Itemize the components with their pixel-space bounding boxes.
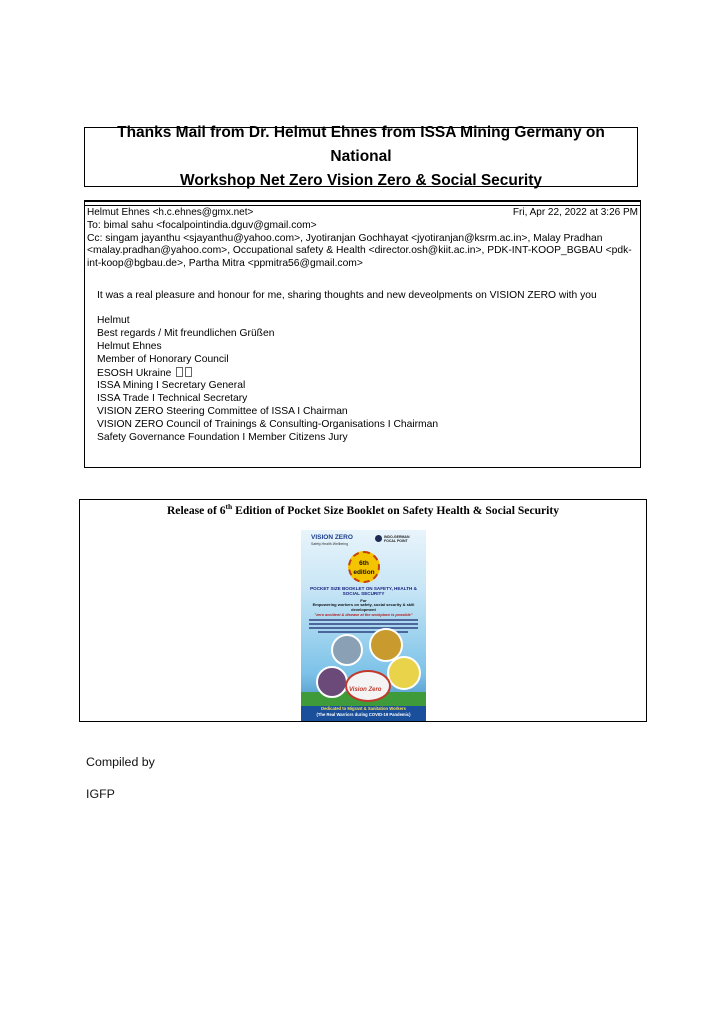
compiled-by-label: Compiled by (86, 755, 155, 769)
title-line-1: Thanks Mail from Dr. Helmut Ehnes from ISSA Mining Germany on National (117, 124, 605, 165)
release-title (80, 502, 646, 517)
signature-line: Helmut Ehnes (97, 340, 162, 352)
odia-text-line (309, 619, 418, 621)
signature-line-esosh (97, 367, 627, 381)
booklet-footer (301, 706, 426, 721)
flag-glyph-icon (185, 367, 192, 377)
vision-zero-tagline: Safety.Health.Wellbeing (311, 542, 349, 546)
photo-circle (331, 634, 363, 666)
focal-point-logo-icon (375, 535, 382, 542)
footer-dedication: Dedicated to Migrant & Sanitation Workers (321, 706, 406, 711)
vision-zero-label: Vision Zero (349, 687, 382, 693)
odia-text-line (309, 627, 418, 629)
flag-glyph-icon (176, 367, 183, 377)
signature-line: Safety Governance Foundation I Member Citizens Jury (97, 432, 348, 444)
email-to: To: bimal sahu <focalpointindia.dguv@gmail.com> (87, 219, 317, 231)
signature-line: VISION ZERO Steering Committee of ISSA I Chairman (97, 406, 348, 418)
signature-line: ISSA Mining I Secretary General (97, 380, 246, 392)
booklet-for: For (360, 598, 367, 603)
release-box (79, 499, 647, 722)
vision-zero-target-icon (345, 670, 391, 702)
title-box (84, 124, 638, 189)
booklet-slogan: "zero accident & disease at the workplace is possible" (314, 613, 413, 617)
email-box (84, 200, 641, 468)
organization-name: IGFP (86, 787, 115, 801)
title-line-2: Workshop Net Zero Vision Zero & Social Security (179, 172, 543, 189)
edition-number: 6th (359, 560, 369, 567)
edition-word: edition (353, 569, 375, 576)
release-title-post: Edition of Pocket Size Booklet on Safety Health & Social Security (232, 503, 560, 517)
odia-text-line (309, 623, 418, 625)
focal-point-label: INDO-GERMAN FOCAL POINT (384, 535, 410, 543)
signature-line: Helmut (97, 314, 130, 326)
booklet-purpose: Empowering workers on safety, social security & skill development (312, 602, 415, 612)
signature-line: ESOSH Ukraine (97, 367, 172, 379)
vision-zero-logo: VISION ZERO (311, 534, 353, 541)
page-title (85, 121, 637, 193)
email-cc: Cc: singam jayanthu <sjayanthu@yahoo.com>, Jyotiranjan Gochhayat <jyotiranjan@ksrm.ac.in>, Malay Pradhan <malay.pradhan@yahoo.com>, Occupational safety & Health <director.osh@kiit.ac.in>, PDK-INT-KOOP_BGBAU <pdk-int-koop@bgbau.de>, Partha Mitra <ppmitra56@gmail.com> (87, 232, 632, 270)
photo-circle (316, 666, 348, 698)
from-line (87, 207, 638, 220)
signature-line: ISSA Trade I Technical Secretary (97, 393, 248, 405)
email-header (87, 207, 638, 271)
edition-badge (348, 551, 380, 583)
release-title-pre: Release of 6 (166, 503, 226, 517)
signature-line: Member of Honorary Council (97, 353, 229, 365)
booklet-heading: POCKET SIZE BOOKLET ON SAFETY, HEALTH & SOCIAL SECURITY (310, 586, 417, 597)
signature-line: VISION ZERO Council of Trainings & Consulting-Organisations I Chairman (97, 419, 439, 431)
email-from: Helmut Ehnes <h.c.ehnes@gmx.net> (87, 207, 254, 218)
footer-subtitle: (The Real Warriors during COVID-19 Pandemic) (316, 712, 411, 717)
helmet-photo-circle (387, 656, 421, 690)
booklet-cover-image (301, 530, 426, 721)
email-signature (97, 315, 627, 445)
email-body (97, 290, 627, 445)
email-date: Fri, Apr 22, 2022 at 3:26 PM (512, 207, 638, 218)
email-message: It was a real pleasure and honour for me, sharing thoughts and new deveolpments on VISION ZERO with you (97, 290, 597, 301)
release-title-sup: th (225, 502, 233, 511)
signature-line: Best regards / Mit freundlichen Grüßen (97, 327, 275, 339)
